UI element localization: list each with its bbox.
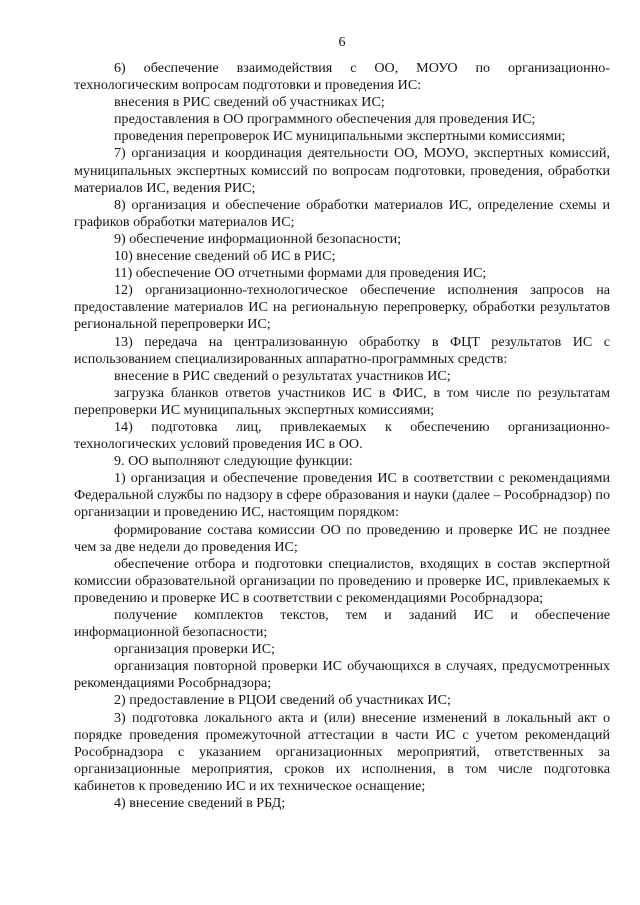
paragraph: 10) внесение сведений об ИС в РИС; <box>114 248 336 265</box>
paragraph: 14) подготовка лиц, привлекаемых к обеспечению организационно-технологических условий проведения ИС в ОО. <box>74 418 610 453</box>
paragraph: 12) организационно-технологическое обеспечение исполнения запросов на предоставление материалов ИС на региональную перепроверку, обработки результатов региональной перепроверки ИС; <box>74 282 610 333</box>
paragraph: формирование состава комиссии ОО по проведению и проверке ИС не позднее чем за две недели до проведения ИС; <box>74 521 610 555</box>
paragraph: получение комплектов текстов, тем и заданий ИС и обеспечение информационной безопасности; <box>74 607 610 641</box>
paragraph: 2) предоставление в РЦОИ сведений об участниках ИС; <box>114 692 451 709</box>
paragraph: обеспечение отбора и подготовки специалистов, входящих в состав экспертной комиссии образовательной организации по проведению и проверке ИС, привлекаемых к проведению и проверке ИС в соответствии с рекомендациями Рособрнадзора; <box>74 555 610 606</box>
paragraph: 1) организация и обеспечение проведения ИС в соответствии с рекомендациями Федеральной службы по надзору в сфере образования и науки (далее – Рособрнадзор) по организации и проведению ИС, настоящим порядком: <box>74 470 610 521</box>
paragraph: 7) организация и координация деятельности ОО, МОУО, экспертных комиссий, муниципальных экспертных комиссий по вопросам подготовки, проведения, обработки материалов ИС, ведения РИС; <box>74 145 610 196</box>
paragraph: загрузка бланков ответов участников ИС в ФИС, в том числе по результатам перепроверки ИС муниципальных экспертных комиссиями; <box>74 384 610 418</box>
paragraph: организация проверки ИС; <box>114 641 276 658</box>
document-body <box>74 60 610 812</box>
paragraph: 6) обеспечение взаимодействия с ОО, МОУО по организационно-технологическим вопросам подготовки и проведения ИС: <box>74 60 610 94</box>
paragraph: 4) внесение сведений в РБД; <box>114 795 286 812</box>
paragraph: 9) обеспечение информационной безопасности; <box>114 230 402 247</box>
paragraph: 13) передача на централизованную обработку в ФЦТ результатов ИС с использованием специализированных аппаратно-программных средств: <box>74 333 610 367</box>
paragraph: 11) обеспечение ОО отчетными формами для проведения ИС; <box>114 265 487 282</box>
paragraph: 3) подготовка локального акта и (или) внесение изменений в локальный акт о порядке проведения промежуточной аттестации в части ИС с учетом рекомендаций Рособрнадзора с указанием организационных мероприятий, ответственных за организационные мероприятия, сроков их исполнения, в том числе подготовка кабинетов к проведению ИС и их техническое оснащение; <box>74 709 610 794</box>
paragraph: проведения перепроверок ИС муниципальными экспертными комиссиями; <box>114 128 566 145</box>
paragraph: организация повторной проверки ИС обучающихся в случаях, предусмотренных рекомендациями Рособрнадзора; <box>74 658 610 692</box>
paragraph: предоставления в ОО программного обеспечения для проведения ИС; <box>114 111 536 128</box>
paragraph: 8) организация и обеспечение обработки материалов ИС, определение схемы и графиков обработки материалов ИС; <box>74 196 610 230</box>
paragraph: внесение в РИС сведений о результатах участников ИС; <box>114 367 451 384</box>
section-heading: 9. ОО выполняют следующие функции: <box>114 453 353 470</box>
paragraph: внесения в РИС сведений об участниках ИС; <box>114 94 385 111</box>
page-number: 6 <box>338 35 346 50</box>
